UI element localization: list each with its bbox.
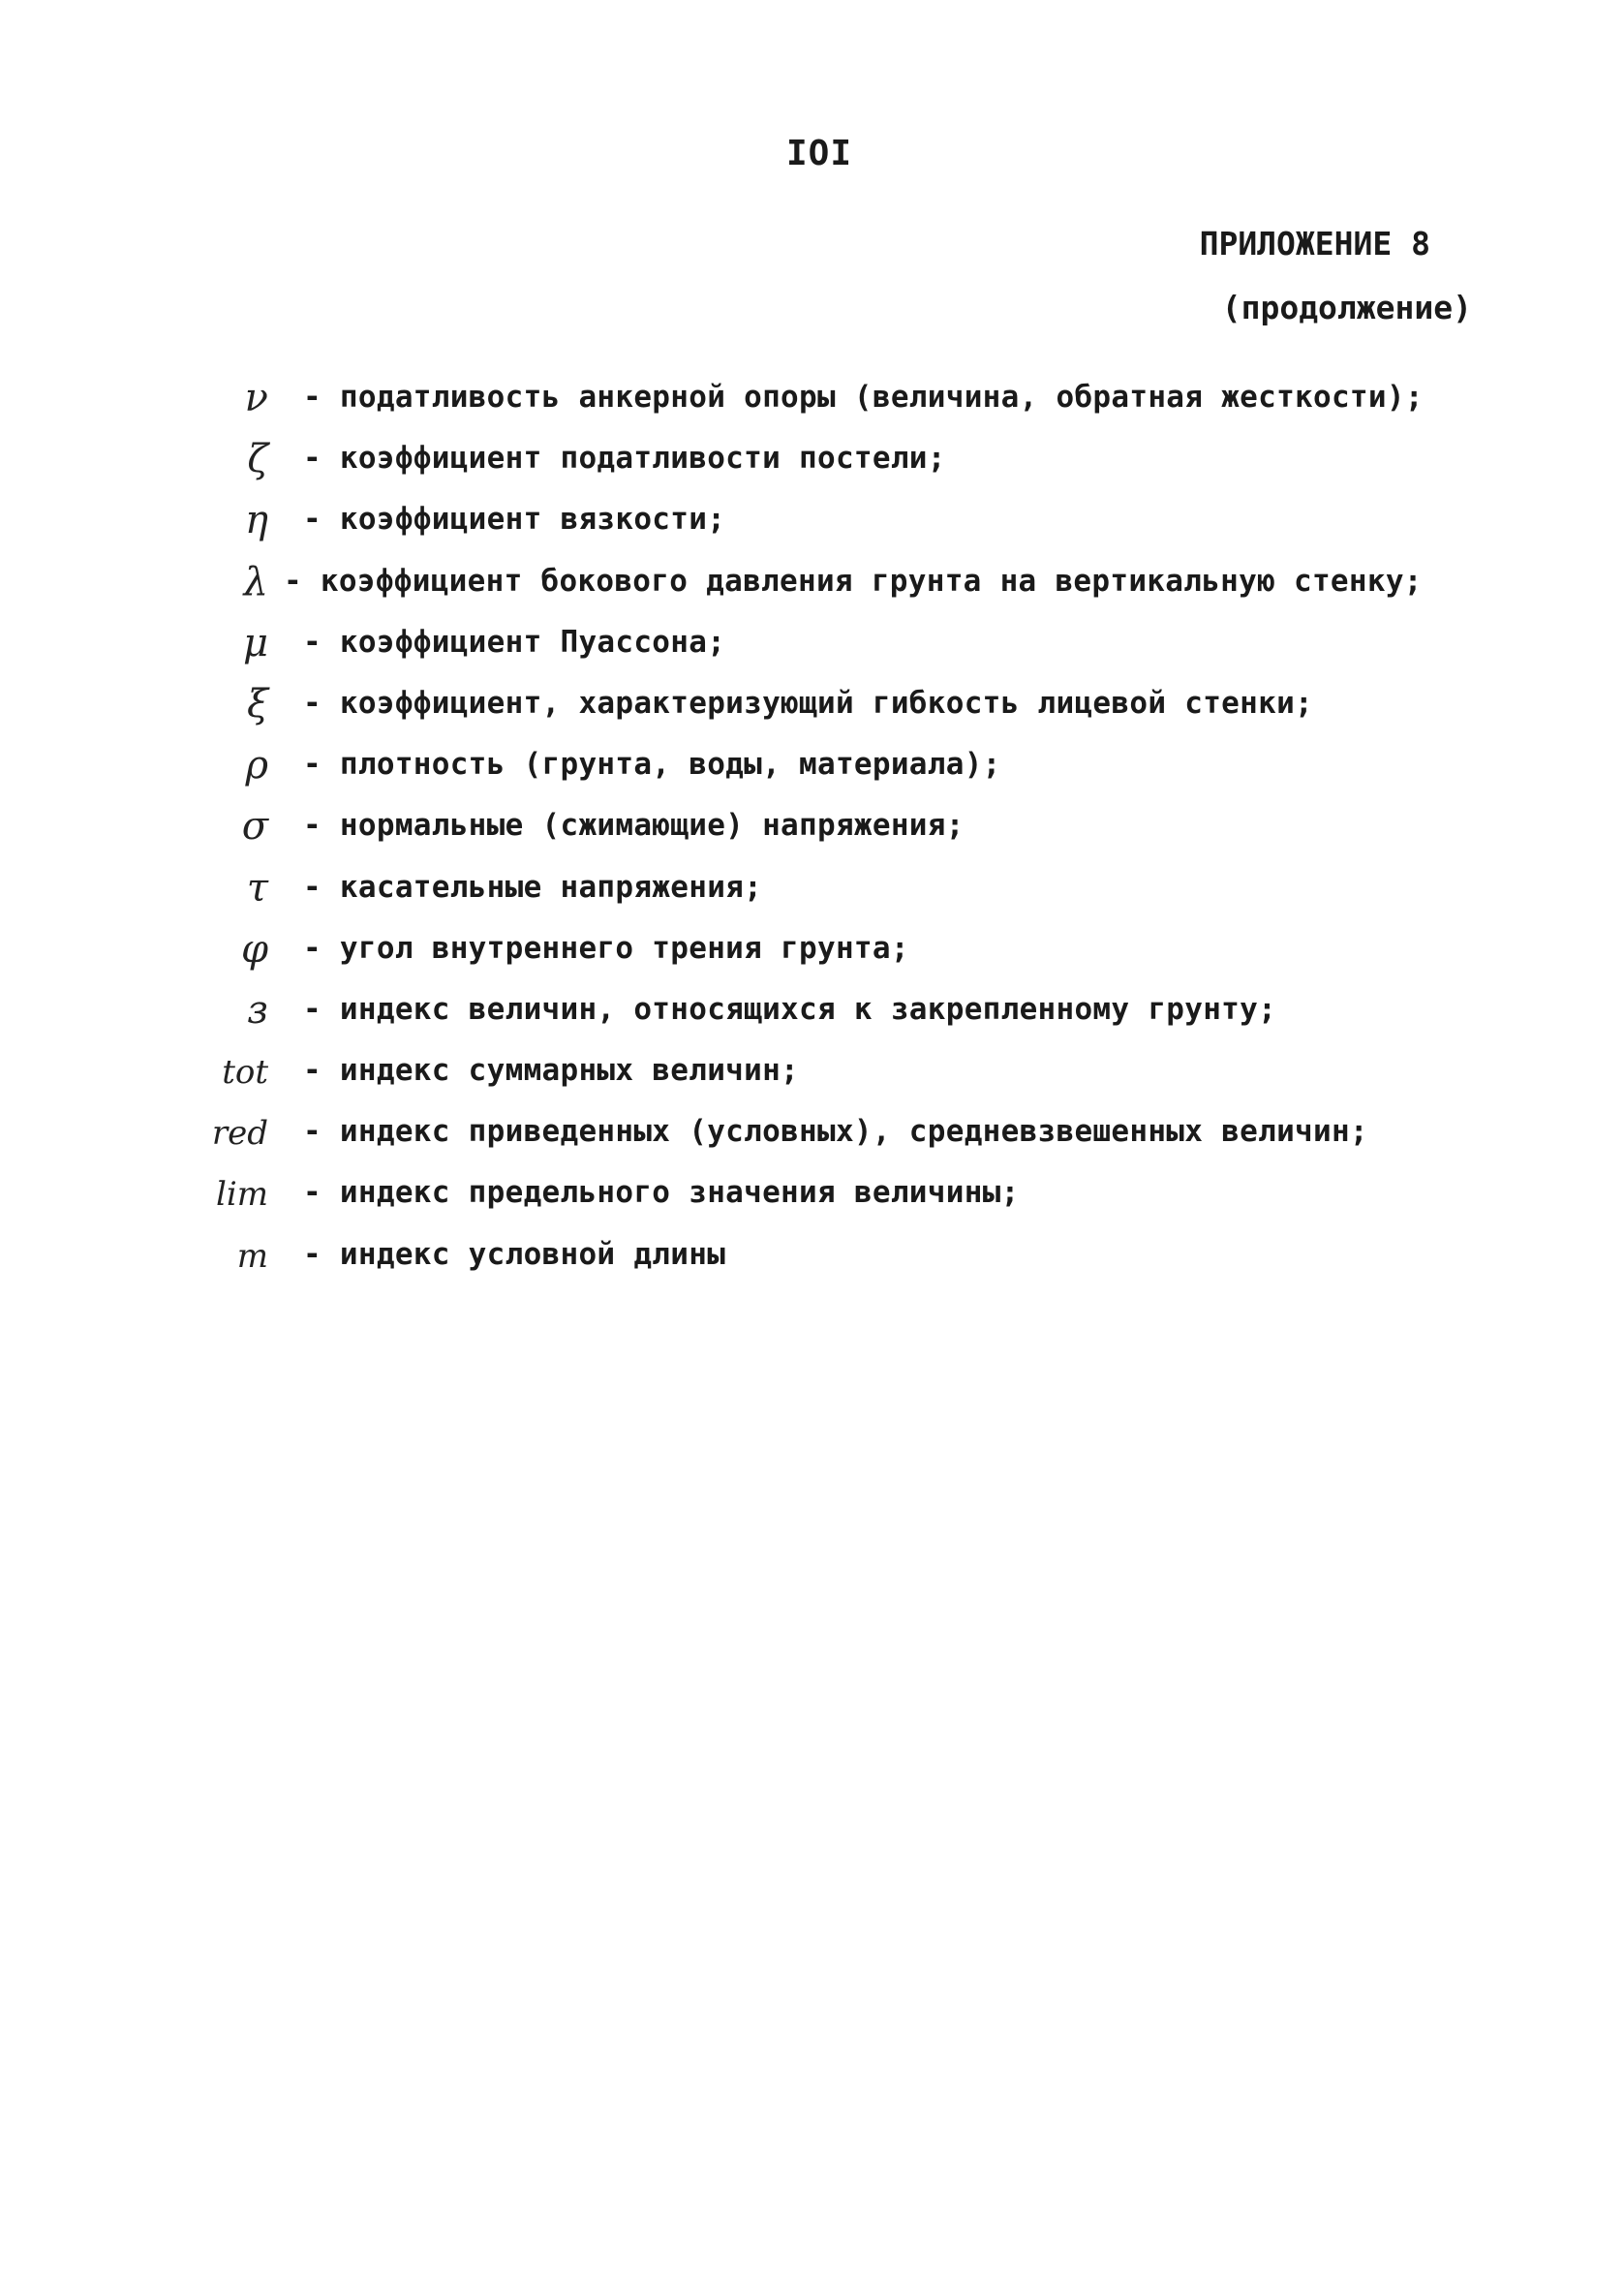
notation-entry	[0, 865, 1624, 931]
notation-entry	[0, 926, 1624, 992]
appendix-title: ПРИЛОЖЕНИЕ 8	[1199, 225, 1430, 263]
notation-symbol: m	[236, 1236, 268, 1276]
notation-description: - податливость анкерной опоры (величина, обратная жесткости);	[303, 380, 1424, 415]
notation-entry	[0, 743, 1624, 808]
notation-description: - коэффициент податливости постели;	[303, 441, 946, 477]
notation-description: - индекс суммарных величин;	[303, 1053, 800, 1089]
notation-description: - касательные напряжения;	[303, 869, 763, 905]
notation-symbol: ξ	[246, 681, 268, 727]
notation-description: - индекс условной длины	[303, 1236, 726, 1272]
notation-entry	[0, 1237, 1624, 1298]
notation-entry	[0, 987, 1624, 1053]
notation-symbol: φ	[240, 926, 268, 972]
notation-symbol: red	[211, 1114, 268, 1154]
notation-description: - плотность (грунта, воды, материала);	[303, 747, 1001, 783]
notation-symbol: ζ	[247, 437, 268, 482]
notation-entry	[0, 681, 1624, 747]
notation-description: - коэффициент Пуассона;	[303, 624, 726, 660]
notation-symbol: μ	[243, 620, 268, 665]
appendix-subtitle: (продолжение)	[1221, 289, 1472, 326]
notation-description: - угол внутреннего трения грунта;	[303, 930, 909, 966]
notation-entry	[0, 498, 1624, 563]
notation-description: - коэффициент вязкости;	[303, 502, 726, 538]
notation-symbol: λ	[243, 559, 268, 604]
notation-entry	[0, 1053, 1624, 1114]
notation-description: - коэффициент, характеризующий гибкость лицевой стенки;	[303, 685, 1313, 721]
notation-symbol: σ	[241, 804, 268, 850]
notation-symbol: τ	[246, 865, 268, 911]
page-number: IOI	[786, 134, 853, 173]
notation-symbol: ν	[244, 376, 268, 420]
notation-symbol: η	[245, 498, 268, 543]
notation-entry	[0, 437, 1624, 502]
notation-symbol: ρ	[245, 743, 268, 788]
notation-description: - коэффициент бокового давления грунта на вертикальную стенку;	[284, 563, 1423, 599]
notation-entry	[0, 804, 1624, 869]
notation-description: - индекс величин, относящихся к закрепленному грунту;	[303, 991, 1277, 1027]
notation-entry	[0, 1114, 1624, 1175]
notation-entry	[0, 620, 1624, 686]
notation-symbol: lim	[216, 1175, 268, 1215]
notation-entry	[0, 376, 1624, 441]
notation-entry	[0, 1175, 1624, 1236]
notation-description: - нормальные (сжимающие) напряжения;	[303, 808, 965, 844]
notation-list	[0, 376, 1624, 1298]
notation-symbol: з	[247, 987, 268, 1033]
notation-description: - индекс приведенных (условных), средневзвешенных величин;	[303, 1114, 1368, 1150]
notation-description: - индекс предельного значения величины;	[303, 1175, 1020, 1211]
notation-symbol: tot	[222, 1053, 268, 1093]
notation-entry	[0, 559, 1624, 625]
